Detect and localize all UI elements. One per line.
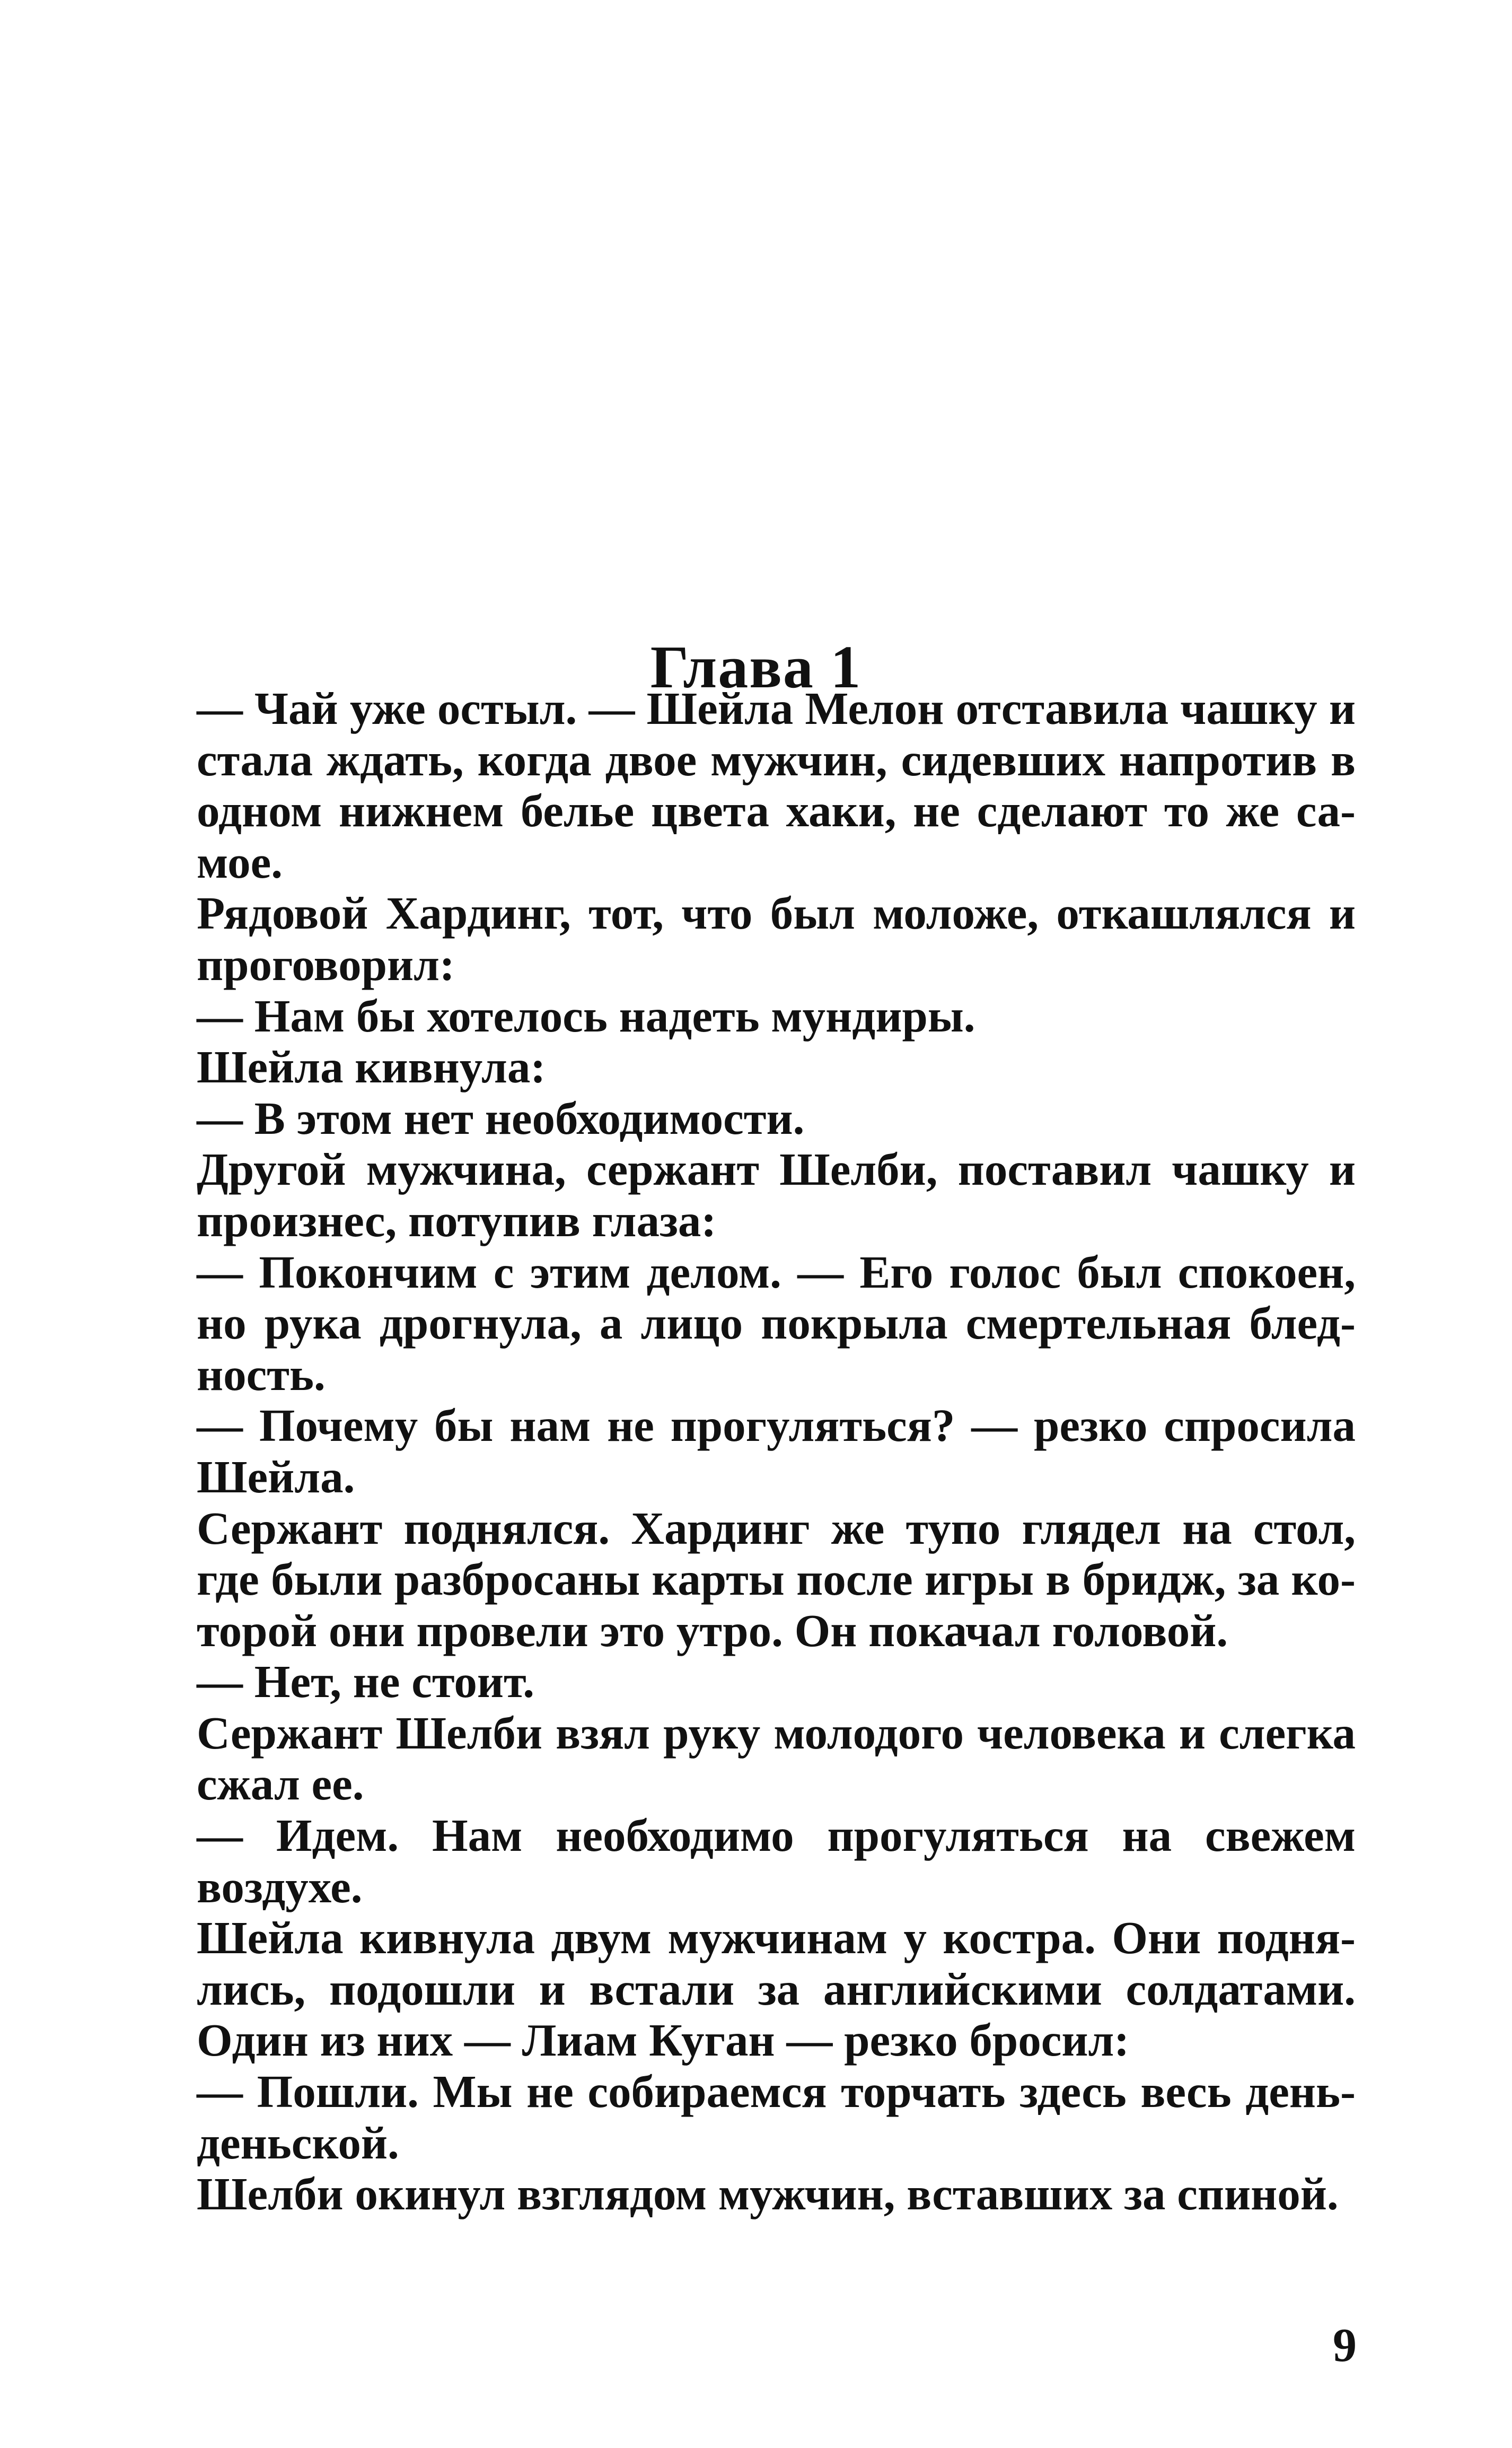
paragraph: — Почему бы нам не прогуляться? — резко спросила Шейла. [197,1400,1356,1502]
paragraph: Шейла кивнула: [197,1041,546,1093]
paragraph: Шелби окинул взглядом мужчин, вставших за спиной. [197,2168,1339,2220]
paragraph: Рядовой Хардинг, тот, что был моложе, откашлялся и проговорил: [197,887,1356,990]
paragraph: — В этом нет необходимости. [197,1092,805,1144]
paragraph: Сержант поднялся. Хардинг же тупо глядел на стол, где были разбросаны карты после игры в бридж, за которой они провели это утро. Он покачал головой. [197,1502,1356,1656]
paragraph: Сержант Шелби взял руку молодого человека и слегка сжал ее. [197,1707,1356,1810]
paragraph: Шейла кивнула двум мужчинам у костра. Они поднялись, подошли и встали за английскими солдатами. Один из них — Лиам Куган — резко бросил: [197,1912,1356,2066]
paragraph: — Нам бы хотелось надеть мундиры. [197,990,975,1042]
paragraph: — Нет, не стоит. [197,1656,534,1708]
paragraph: — Идем. Нам необходимо прогуляться на свежем воздухе. [197,1809,1356,1912]
paragraph: — Чай уже остыл. — Шейла Мелон отставила чашку и стала ждать, когда двое мужчин, сидевших напротив в одном нижнем белье цвета хаки, не сделают то же самое. [197,683,1356,888]
paragraph: Другой мужчина, сержант Шелби, поставил чашку и произнес, потупив глаза: [197,1143,1356,1246]
chapter-title: Глава 1 [650,633,862,701]
chapter-text [197,683,1356,2220]
paragraph: — Покончим с этим делом. — Его голос был спокоен, но рука дрогнула, а лицо покрыла смертельная бледность. [197,1246,1356,1400]
paragraph: — Пошли. Мы не собираемся торчать здесь весь день-деньской. [197,2066,1356,2169]
page-number: 9 [1333,2319,1357,2372]
